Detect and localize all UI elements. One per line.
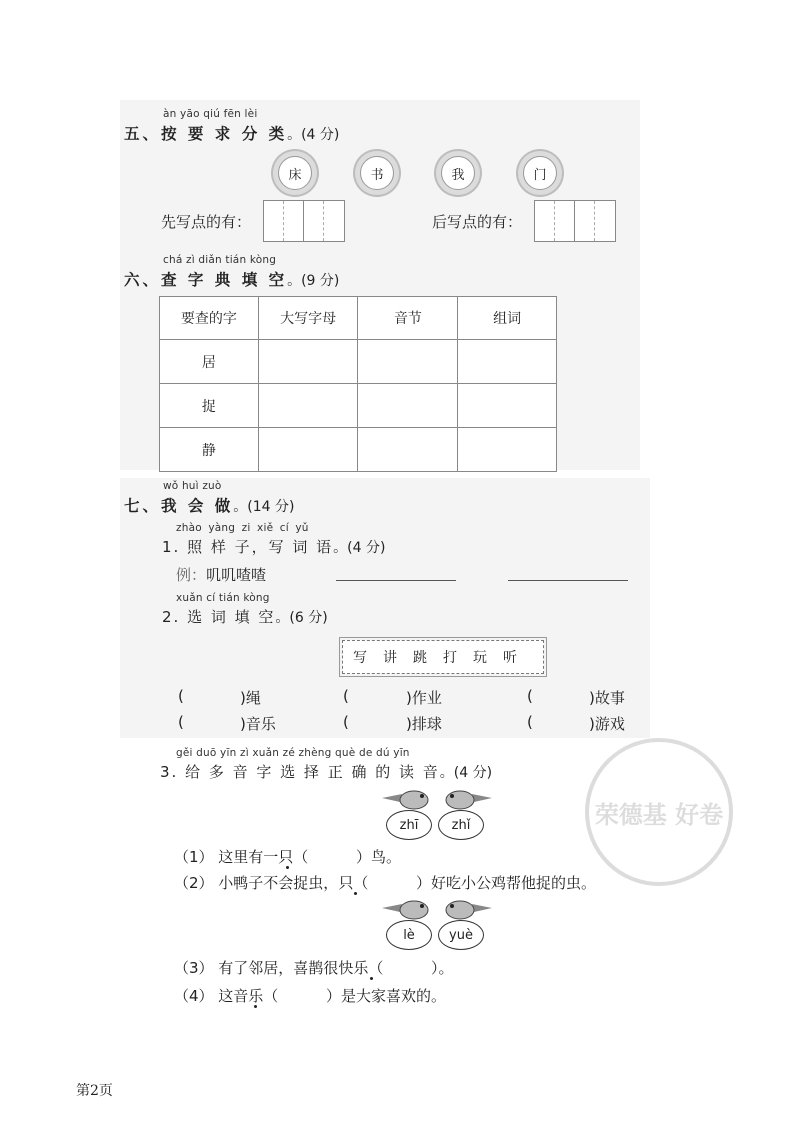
header-syllable: 音节 bbox=[358, 297, 458, 340]
q2-score: 。(6 分) bbox=[275, 610, 328, 626]
section7-pinyin: wǒ huì zuò bbox=[163, 480, 222, 492]
char-badge-3-text: 我 bbox=[441, 156, 475, 190]
section5-title bbox=[124, 122, 339, 144]
reading-option-le: lè bbox=[386, 920, 432, 950]
bird-pair-1 bbox=[382, 788, 492, 844]
section7-title bbox=[124, 494, 295, 516]
q3-title-text: 3. 给 多 音 字 选 择 正 确 的 读 音 bbox=[160, 763, 440, 781]
answer-cell[interactable] bbox=[458, 384, 557, 428]
birds-icon bbox=[382, 788, 492, 812]
section5-title-text: 五、按 要 求 分 类 bbox=[124, 125, 288, 143]
char-badge-4-text: 门 bbox=[523, 156, 557, 190]
fill-item-volleyball[interactable]: )排球 bbox=[406, 715, 442, 733]
answer-cell[interactable] bbox=[258, 340, 358, 384]
section5-pinyin: àn yāo qiú fēn lèi bbox=[163, 108, 258, 120]
char-badge-2-text: 书 bbox=[360, 156, 394, 190]
example-label: 例： bbox=[176, 566, 207, 584]
q1-pinyin: zhào yàng zi xiě cí yǔ bbox=[176, 522, 309, 534]
answer-cell[interactable] bbox=[358, 384, 458, 428]
row-char: 居 bbox=[160, 340, 259, 384]
q1-title-text: 1. 照 样 子，写 词 语 bbox=[162, 538, 334, 556]
emphasis-dot bbox=[254, 1005, 257, 1008]
emphasis-dot bbox=[354, 892, 357, 895]
char-badge-3 bbox=[436, 151, 480, 195]
header-char: 要查的字 bbox=[160, 297, 259, 340]
q1-answer-line-1[interactable] bbox=[336, 580, 456, 581]
last-dot-answer-grid[interactable] bbox=[534, 200, 616, 242]
table-header-row bbox=[160, 297, 557, 340]
q1-answer-line-2[interactable] bbox=[508, 580, 628, 581]
q3-score: 。(4 分) bbox=[439, 765, 493, 781]
q3-sentence-2: （2） 小鸭子不会捉虫，只（ ）好吃小公鸡帮他捉的虫。 bbox=[174, 874, 596, 892]
section7-score: 。(14 分) bbox=[233, 499, 295, 515]
emphasis-dot bbox=[370, 977, 373, 980]
answer-cell[interactable] bbox=[358, 428, 458, 472]
fill-item-paren-open: ( bbox=[527, 687, 533, 705]
char-badge-1 bbox=[273, 151, 317, 195]
table-row bbox=[160, 428, 557, 472]
fill-item-paren-open: ( bbox=[527, 713, 533, 731]
dictionary-table bbox=[159, 296, 557, 472]
q3-sentence-1: （1） 这里有一只（ ）鸟。 bbox=[174, 848, 401, 866]
word-choice-box: 写讲跳打玩听 bbox=[342, 640, 544, 674]
row-char: 静 bbox=[160, 428, 259, 472]
fill-item-rope[interactable]: )绳 bbox=[240, 689, 261, 707]
section6-title bbox=[124, 268, 339, 290]
q3-sentence-4: （4） 这音乐（ ）是大家喜欢的。 bbox=[174, 987, 446, 1005]
last-dot-label: 后写点的有： bbox=[432, 213, 523, 231]
first-dot-label: 先写点的有： bbox=[161, 213, 252, 231]
answer-cell[interactable] bbox=[458, 340, 557, 384]
emphasis-dot bbox=[286, 866, 289, 869]
table-row bbox=[160, 340, 557, 384]
bird-pair-2 bbox=[382, 898, 492, 954]
section7-title-text: 七、我 会 做 bbox=[124, 497, 234, 515]
answer-cell[interactable] bbox=[458, 428, 557, 472]
q1-title bbox=[162, 536, 385, 557]
fill-item-paren-open: ( bbox=[343, 687, 349, 705]
reading-option-zhi1: zhī bbox=[386, 810, 432, 840]
page-number: 第2页 bbox=[76, 1083, 113, 1099]
reading-option-zhi3: zhǐ bbox=[438, 810, 484, 840]
q2-title-text: 2. 选 词 填 空 bbox=[162, 608, 276, 626]
answer-cell[interactable] bbox=[358, 340, 458, 384]
answer-cell[interactable] bbox=[258, 384, 358, 428]
header-word: 组词 bbox=[458, 297, 557, 340]
header-capital: 大写字母 bbox=[258, 297, 358, 340]
reading-option-yue: yuè bbox=[438, 920, 484, 950]
row-char: 捉 bbox=[160, 384, 259, 428]
q3-pinyin: gěi duō yīn zì xuǎn zé zhèng què de dú yīn bbox=[176, 747, 410, 759]
fill-item-homework[interactable]: )作业 bbox=[406, 689, 442, 707]
char-badge-1-text: 床 bbox=[278, 156, 312, 190]
section5-score: 。(4 分) bbox=[287, 127, 340, 143]
char-badge-4 bbox=[518, 151, 562, 195]
fill-item-music[interactable]: )音乐 bbox=[240, 715, 276, 733]
section6-pinyin: chá zì diǎn tián kòng bbox=[163, 254, 277, 266]
birds-icon bbox=[382, 898, 492, 922]
watermark-text: 荣德基 好卷 bbox=[585, 738, 733, 886]
fill-item-paren-open: ( bbox=[178, 687, 184, 705]
fill-item-paren-open: ( bbox=[178, 713, 184, 731]
q1-score: 。(4 分) bbox=[333, 540, 386, 556]
table-row bbox=[160, 384, 557, 428]
char-badge-2 bbox=[355, 151, 399, 195]
q1-example bbox=[176, 564, 266, 585]
q2-title bbox=[162, 606, 328, 627]
fill-item-story[interactable]: )故事 bbox=[589, 689, 625, 707]
brand-watermark-logo bbox=[585, 738, 724, 888]
section6-score: 。(9 分) bbox=[287, 273, 340, 289]
q3-sentence-3: （3） 有了邻居，喜鹊很快乐（ ）。 bbox=[174, 959, 454, 977]
answer-cell[interactable] bbox=[258, 428, 358, 472]
fill-item-game[interactable]: )游戏 bbox=[589, 715, 625, 733]
section6-title-text: 六、查 字 典 填 空 bbox=[124, 271, 288, 289]
q3-title bbox=[160, 761, 492, 782]
fill-item-paren-open: ( bbox=[343, 713, 349, 731]
q2-pinyin: xuǎn cí tián kòng bbox=[176, 592, 270, 604]
example-word: 叽叽喳喳 bbox=[206, 566, 267, 584]
first-dot-answer-grid[interactable] bbox=[263, 200, 345, 242]
